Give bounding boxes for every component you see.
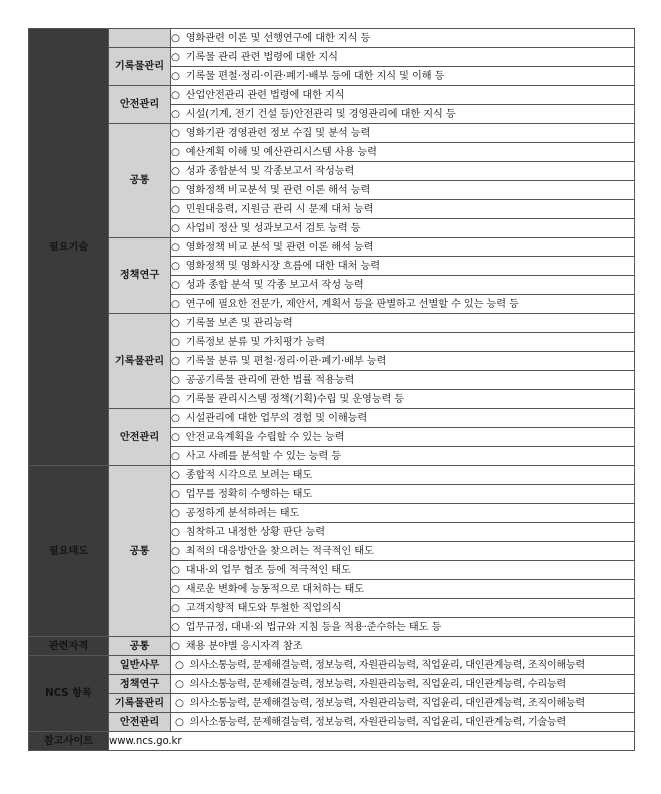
item-text: 영화기관 경영관련 정보 수집 및 분석 능력 [185, 127, 371, 139]
subcategory-cell: 안전관리 [109, 713, 171, 732]
subcategory-cell: 정책연구 [109, 238, 171, 314]
item-cell [171, 200, 635, 219]
item-cell [171, 314, 635, 333]
item-text: 기록정보 분류 및 가치평가 능력 [185, 336, 325, 348]
item-text: 의사소통능력, 문제해결능력, 정보능력, 자원관리능력, 직업윤리, 대인관계능력, 조직이해능력 [189, 659, 585, 671]
subcategory-cell: 기록물관리 [109, 48, 171, 86]
circle-bullet-icon: ○ [171, 640, 180, 652]
circle-bullet-icon: ○ [171, 279, 180, 291]
circle-bullet-icon: ○ [171, 450, 180, 462]
circle-bullet-icon: ○ [171, 241, 180, 253]
item-cell [171, 238, 635, 257]
reference-link[interactable]: www.ncs.go.kr [109, 732, 635, 751]
circle-bullet-icon: ○ [171, 564, 180, 576]
table-row [29, 466, 635, 485]
subcategory-cell: 공통 [109, 466, 171, 637]
circle-bullet-icon: ○ [171, 545, 180, 557]
item-cell [171, 162, 635, 181]
item-text: 산업안전관리 관련 법령에 대한 지식 [185, 89, 345, 101]
item-cell [171, 48, 635, 67]
table-row [29, 694, 635, 713]
item-text: 공정하게 분석하려는 태도 [185, 507, 300, 519]
item-cell [171, 67, 635, 86]
table-row [29, 314, 635, 333]
circle-bullet-icon: ○ [171, 488, 180, 500]
item-text: 대내·외 업무 협조 등에 적극적인 태도 [185, 564, 351, 576]
item-cell [171, 694, 635, 713]
reference-label: 참고사이트 [29, 732, 109, 751]
item-cell [171, 675, 635, 694]
category-cell: NCS 항목 [29, 656, 109, 732]
item-text: 사업비 정산 및 성과보고서 검토 능력 등 [185, 222, 361, 234]
circle-bullet-icon: ○ [171, 583, 180, 595]
reference-row [29, 732, 635, 751]
subcategory-cell [109, 29, 171, 48]
table-row [29, 409, 635, 428]
subcategory-cell: 안전관리 [109, 86, 171, 124]
item-cell [171, 295, 635, 314]
item-cell [171, 713, 635, 732]
item-text: 의사소통능력, 문제해결능력, 정보능력, 자원관리능력, 직업윤리, 대인관계능력, 기술능력 [189, 716, 566, 728]
item-text: 안전교육계획을 수립할 수 있는 능력 [185, 431, 345, 443]
item-text: 기록물 분류 및 편철·정리·이관·폐기·배부 능력 [185, 355, 387, 367]
circle-bullet-icon: ○ [171, 602, 180, 614]
table-row [29, 656, 635, 675]
item-text: 고객지향적 태도와 투철한 직업의식 [185, 602, 342, 614]
item-text: 성과 종합 분석 및 각종 보고서 작성 능력 [185, 279, 364, 291]
circle-bullet-icon: ○ [171, 203, 180, 215]
table-body [29, 29, 635, 751]
item-text: 공공기록물 관리에 관한 법률 적용능력 [185, 374, 355, 386]
subcategory-cell: 기록물관리 [109, 314, 171, 409]
item-text: 사고 사례를 분석할 수 있는 능력 등 [185, 450, 342, 462]
table-row [29, 637, 635, 656]
item-text: 성과 종합분석 및 각종보고서 작성능력 [185, 165, 355, 177]
item-text: 영화정책 비교분석 및 관련 이론 해석 능력 [185, 184, 371, 196]
item-cell [171, 447, 635, 466]
item-cell [171, 86, 635, 105]
item-text: 예산계획 이해 및 예산관리시스템 사용 능력 [185, 146, 377, 158]
item-cell [171, 124, 635, 143]
circle-bullet-icon: ○ [171, 393, 180, 405]
circle-bullet-icon: ○ [171, 374, 180, 386]
item-cell [171, 599, 635, 618]
item-cell [171, 409, 635, 428]
circle-bullet-icon: ○ [175, 659, 184, 671]
circle-bullet-icon: ○ [171, 621, 180, 633]
item-text: 침착하고 내정한 상황 판단 능력 [185, 526, 325, 538]
item-cell [171, 105, 635, 124]
circle-bullet-icon: ○ [171, 165, 180, 177]
item-cell [171, 390, 635, 409]
circle-bullet-icon: ○ [171, 412, 180, 424]
table-row [29, 713, 635, 732]
circle-bullet-icon: ○ [175, 697, 184, 709]
circle-bullet-icon: ○ [171, 431, 180, 443]
item-cell [171, 371, 635, 390]
item-text: 시설관리에 대한 업무의 경험 및 이해능력 [185, 412, 368, 424]
table-row [29, 29, 635, 48]
item-cell [171, 637, 635, 656]
table-row [29, 124, 635, 143]
circle-bullet-icon: ○ [171, 526, 180, 538]
job-description-table [28, 28, 635, 751]
item-cell [171, 352, 635, 371]
item-text: 기록물 관리 관련 법령에 대한 지식 [185, 51, 338, 63]
circle-bullet-icon: ○ [171, 70, 180, 82]
item-cell [171, 542, 635, 561]
item-cell [171, 580, 635, 599]
circle-bullet-icon: ○ [171, 89, 180, 101]
item-text: 채용 분야별 응시자격 참조 [185, 640, 303, 652]
table-row [29, 675, 635, 694]
item-cell [171, 618, 635, 637]
item-cell [171, 219, 635, 238]
category-cell: 필요기술 [29, 29, 109, 466]
item-cell [171, 257, 635, 276]
item-text: 영화관련 이론 및 선행연구에 대한 지식 등 [185, 32, 371, 44]
subcategory-cell: 공통 [109, 124, 171, 238]
item-cell [171, 485, 635, 504]
table-row [29, 238, 635, 257]
item-cell [171, 333, 635, 352]
item-text: 시설(기계, 전기 건설 등)안전관리 및 경영관리에 대한 지식 등 [185, 108, 456, 120]
subcategory-cell: 기록물관리 [109, 694, 171, 713]
item-cell [171, 466, 635, 485]
item-text: 새로운 변화에 능동적으로 대처하는 태도 [185, 583, 364, 595]
item-cell [171, 143, 635, 162]
item-text: 기록물 보존 및 관리능력 [185, 317, 293, 329]
item-cell [171, 656, 635, 675]
circle-bullet-icon: ○ [175, 716, 184, 728]
circle-bullet-icon: ○ [171, 108, 180, 120]
circle-bullet-icon: ○ [171, 298, 180, 310]
circle-bullet-icon: ○ [171, 336, 180, 348]
item-text: 기록물 관리시스템 정책(기획)수립 및 운영능력 등 [185, 393, 405, 405]
circle-bullet-icon: ○ [171, 507, 180, 519]
circle-bullet-icon: ○ [171, 127, 180, 139]
item-text: 영화정책 비교 분석 및 관련 이론 해석 능력 [185, 241, 374, 253]
item-cell [171, 523, 635, 542]
circle-bullet-icon: ○ [171, 184, 180, 196]
item-text: 의사소통능력, 문제해결능력, 정보능력, 자원관리능력, 직업윤리, 대인관계능력, 수리능력 [189, 678, 566, 690]
item-text: 연구에 필요한 전문가, 제안서, 계획서 등을 판별하고 선별할 수 있는 능력 등 [185, 298, 519, 310]
circle-bullet-icon: ○ [171, 260, 180, 272]
item-text: 업무규정, 대내·외 법규와 지침 등을 적용·준수하는 태도 등 [185, 621, 442, 633]
circle-bullet-icon: ○ [171, 222, 180, 234]
subcategory-cell: 일반사무 [109, 656, 171, 675]
subcategory-cell: 공통 [109, 637, 171, 656]
circle-bullet-icon: ○ [171, 469, 180, 481]
item-text: 기록물 편철·정리·이관·폐기·배부 등에 대한 지식 및 이해 등 [185, 70, 445, 82]
circle-bullet-icon: ○ [171, 32, 180, 44]
table-row [29, 86, 635, 105]
subcategory-cell: 안전관리 [109, 409, 171, 466]
item-text: 의사소통능력, 문제해결능력, 정보능력, 자원관리능력, 직업윤리, 대인관계능력, 조직이해능력 [189, 697, 585, 709]
table-row [29, 48, 635, 67]
item-text: 종합적 시각으로 보려는 태도 [185, 469, 313, 481]
subcategory-cell: 정책연구 [109, 675, 171, 694]
item-text: 영화정책 및 영화시장 흐름에 대한 대처 능력 [185, 260, 380, 272]
item-cell [171, 181, 635, 200]
item-cell [171, 504, 635, 523]
item-text: 최적의 대응방안을 찾으려는 적극적인 태도 [185, 545, 374, 557]
circle-bullet-icon: ○ [175, 678, 184, 690]
item-text: 민원대응력, 지원금 관리 시 문제 대처 능력 [185, 203, 374, 215]
item-cell [171, 276, 635, 295]
item-cell [171, 29, 635, 48]
circle-bullet-icon: ○ [171, 317, 180, 329]
circle-bullet-icon: ○ [171, 355, 180, 367]
circle-bullet-icon: ○ [171, 146, 180, 158]
item-cell [171, 428, 635, 447]
item-text: 업무를 정확히 수행하는 태도 [185, 488, 313, 500]
item-cell [171, 561, 635, 580]
category-cell: 관련자격 [29, 637, 109, 656]
category-cell: 필요태도 [29, 466, 109, 637]
circle-bullet-icon: ○ [171, 51, 180, 63]
